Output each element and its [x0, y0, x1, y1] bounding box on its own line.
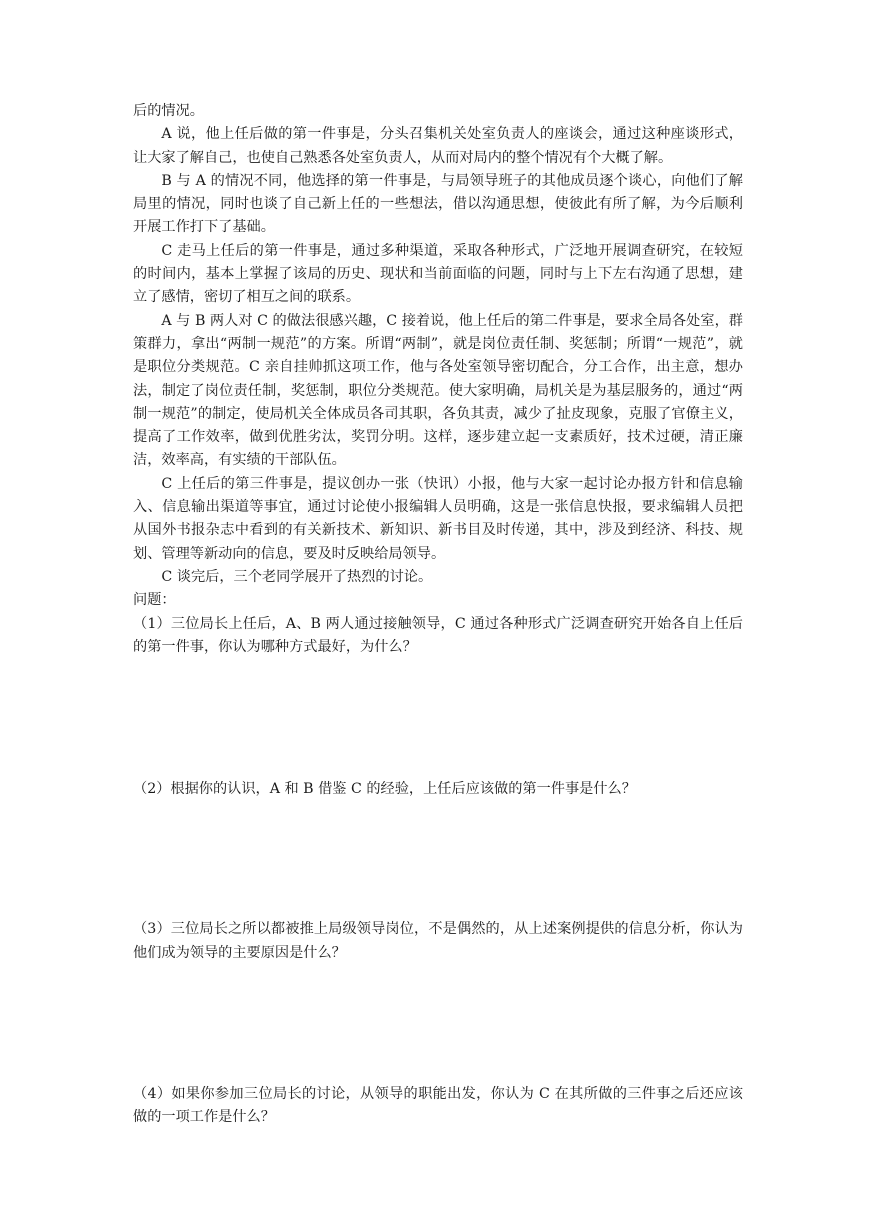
paragraph-c-first-task: C 走马上任后的第一件事是，通过多种渠道，采取各种形式，广泛地开展调查研究，在较短的时间内，基本上掌握了该局的历史、现状和当前面临的问题，同时与上下左右沟通了思想，建立了感情，密切了相互之间的联系。 [133, 242, 743, 306]
paragraph-b-first-task: B 与 A 的情况不同，他选择的第一件事是，与局领导班子的其他成员逐个谈心，向他们了解局里的情况，同时也谈了自己新上任的一些想法，借以沟通思想，使彼此有所了解，为今后顺利开展工作打下了基础。 [133, 172, 743, 236]
document-page [133, 100, 743, 1130]
question-1-text: （1）三位局长上任后，A、B 两人通过接触领导，C 通过各种形式广泛调查研究开始各自上任后的第一件事，你认为哪种方式最好，为什么？ [133, 615, 743, 655]
question-4 [133, 1083, 743, 1130]
paragraph-c-second-task: A 与 B 两人对 C 的做法很感兴趣，C 接着说，他上任后的第二件事是，要求全局各处室，群策群力，拿出“两制一规范”的方案。所谓“两制”，就是岗位责任制、奖惩制；所谓“一规范”，就是职位分类规范。C 亲自挂帅抓这项工作，他与各处室领导密切配合，分工合作，出主意，想办法，制定了岗位责任制，奖惩制，职位分类规范。使大家明确，局机关是为基层服务的，通过“两制一规范”的制定，使局机关全体成员各司其职，各负其责，减少了扯皮现象，克服了官僚主义，提高了工作效率，做到优胜劣汰，奖罚分明。这样，逐步建立起一支素质好，技术过硬，清正廉洁，效率高，有实绩的干部队伍。 [133, 312, 743, 469]
questions-label: 问题： [133, 592, 176, 609]
question-3-text: （3）三位局长之所以都被推上局级领导岗位，不是偶然的，从上述案例提供的信息分析，你认为他们成为领导的主要原因是什么？ [133, 921, 743, 961]
paragraph-c-third-task: C 上任后的第三件事是，提议创办一张（快讯）小报，他与大家一起讨论办报方针和信息输入、信息输出渠道等事宜，通过讨论使小报编辑人员明确，这是一张信息快报，要求编辑人员把从国外书报杂志中看到的有关新技术、新知识、新书目及时传递，其中，涉及到经济、科技、规划、管理等新动向的信息，要及时反映给局领导。 [133, 475, 743, 562]
paragraph-discussion: C 谈完后，三个老同学展开了热烈的讨论。 [161, 568, 433, 585]
question-3 [133, 918, 743, 965]
question-2 [133, 778, 743, 801]
question-4-text: （4）如果你参加三位局长的讨论，从领导的职能出发，你认为 C 在其所做的三件事之后还应该做的一项工作是什么？ [133, 1086, 743, 1126]
question-2-text: （2）根据你的认识，A 和 B 借鉴 C 的经验，上任后应该做的第一件事是什么？ [133, 781, 636, 798]
paragraph-a-first-task: A 说，他上任后做的第一件事是，分头召集机关处室负责人的座谈会，通过这种座谈形式，让大家了解自己，也使自己熟悉各处室负责人，从而对局内的整个情况有个大概了解。 [133, 126, 743, 166]
question-1 [133, 613, 743, 660]
paragraph-continuation: 后的情况。 [133, 103, 204, 119]
